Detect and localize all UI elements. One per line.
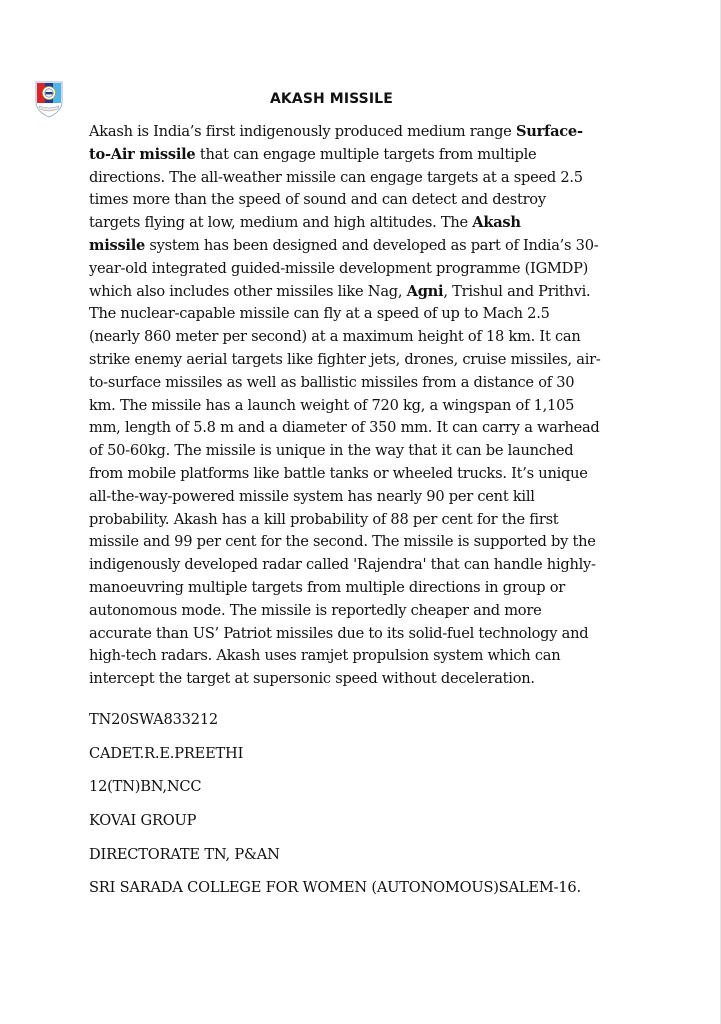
body-bold-run: to-Air missile xyxy=(89,145,196,163)
body-bold-run: Surface- xyxy=(515,123,583,140)
body-line xyxy=(89,668,649,691)
body-line xyxy=(89,440,649,463)
body-line xyxy=(89,212,649,235)
body-line xyxy=(89,486,649,509)
body-text-run: missile and 99 per cent for the second. The missile is supported by the xyxy=(89,533,596,551)
body-line xyxy=(89,509,649,532)
body-text-run: high-tech radars. Akash uses ramjet propulsion system which can xyxy=(89,647,561,665)
body-text-run: intercept the target at supersonic speed without deceleration. xyxy=(89,670,535,688)
body-line xyxy=(89,258,649,281)
ncc-emblem-icon xyxy=(34,80,64,118)
body-text-run: The nuclear-capable missile can fly at a speed of up to Mach 2.5 xyxy=(89,305,550,323)
body-text-run: autonomous mode. The missile is reportedly cheaper and more xyxy=(89,601,542,619)
signature-block xyxy=(89,709,581,911)
body-line xyxy=(89,417,649,440)
body-bold-run: missile xyxy=(89,236,146,254)
body-line xyxy=(89,463,649,486)
body-line xyxy=(89,326,649,349)
body-text-run: system has been designed and developed as part of India’s 30- xyxy=(145,236,599,254)
document-title: AKASH MISSILE xyxy=(270,91,393,107)
college-name: SRI SARADA COLLEGE FOR WOMEN (AUTONOMOUS)SALEM-16. xyxy=(89,879,581,897)
body-line xyxy=(89,395,649,418)
body-line xyxy=(89,349,649,372)
body-line xyxy=(89,281,649,304)
body-text-run: from mobile platforms like battle tanks or wheeled trucks. It’s unique xyxy=(89,464,588,482)
unit-name: 12(TN)BN,NCC xyxy=(89,778,202,796)
body-line xyxy=(89,645,649,668)
body-text-run: , Trishul and Prithvi. xyxy=(443,282,591,300)
body-text-run: mm, length of 5.8 m and a diameter of 350 mm. It can carry a warhead xyxy=(89,419,600,437)
body-line xyxy=(89,189,649,212)
body-text-run: probability. Akash has a kill probability of 88 per cent for the first xyxy=(89,510,559,528)
body-text-run: of 50-60kg. The missile is unique in the way that it can be launched xyxy=(89,442,574,460)
body-text-run: km. The missile has a launch weight of 720 kg, a wingspan of 1,105 xyxy=(89,396,575,414)
body-text-run: year-old integrated guided-missile development programme (IGMDP) xyxy=(89,259,589,277)
body-text-run: that can engage multiple targets from multiple xyxy=(195,145,537,163)
body-text-run: indigenously developed radar called 'Rajendra' that can handle highly- xyxy=(89,556,596,574)
body-text-run: accurate than US’ Patriot missiles due to its solid-fuel technology and xyxy=(89,624,589,642)
body-line xyxy=(89,577,649,600)
body-line xyxy=(89,531,649,554)
body-line xyxy=(89,144,649,167)
body-text-run: directions. The all-weather missile can engage targets at a speed 2.5 xyxy=(89,168,583,186)
body-text-run: times more than the speed of sound and can detect and destroy xyxy=(89,191,546,209)
cadet-name: CADET.R.E.PREETHI xyxy=(89,744,244,762)
body-text-run: strike enemy aerial targets like fighter jets, drones, cruise missiles, air- xyxy=(89,350,601,368)
body-line xyxy=(89,121,649,144)
body-line xyxy=(89,623,649,646)
body-bold-run: Agni xyxy=(406,282,444,300)
body-line xyxy=(89,167,649,190)
body-line xyxy=(89,554,649,577)
body-line xyxy=(89,235,649,258)
body-line xyxy=(89,600,649,623)
body-text-run: targets flying at low, medium and high altitudes. The xyxy=(89,214,473,232)
body-text-run: which also includes other missiles like Nag, xyxy=(89,282,407,300)
body-bold-run: Akash xyxy=(472,214,521,232)
directorate-name: DIRECTORATE TN, P&AN xyxy=(89,845,280,863)
body-text-run: to-surface missiles as well as ballistic missiles from a distance of 30 xyxy=(89,373,575,391)
body-paragraph xyxy=(89,121,649,691)
body-text-run: (nearly 860 meter per second) at a maximum height of 18 km. It can xyxy=(89,328,581,346)
group-name: KOVAI GROUP xyxy=(89,812,197,830)
body-text-run: all-the-way-powered missile system has nearly 90 per cent kill xyxy=(89,487,535,505)
body-line xyxy=(89,303,649,326)
body-line xyxy=(89,372,649,395)
registration-number: TN20SWA833212 xyxy=(89,711,218,728)
body-text-run: Akash is India’s first indigenously produced medium range xyxy=(89,123,516,140)
body-text-run: manoeuvring multiple targets from multiple directions in group or xyxy=(89,578,565,596)
